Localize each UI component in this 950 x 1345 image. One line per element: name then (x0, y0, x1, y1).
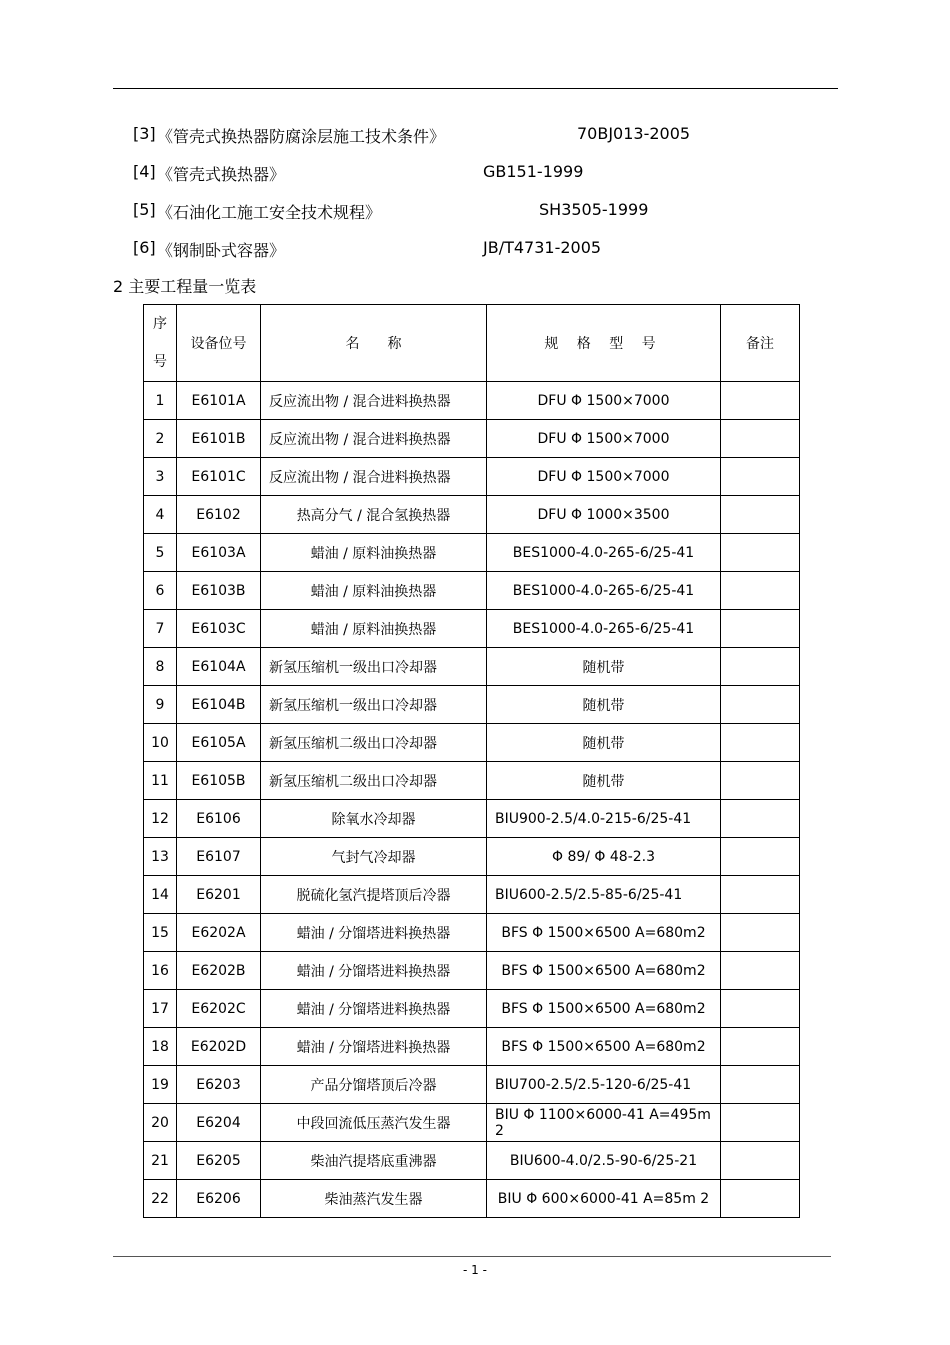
equipment-table (143, 304, 800, 1218)
equipment-spec: DFU Φ 1500×7000 (487, 458, 721, 496)
header-rule (113, 88, 838, 89)
reference-number: [4] (133, 162, 156, 181)
footer-rule (113, 1256, 831, 1257)
table-row (144, 1066, 800, 1104)
table-header-row (144, 305, 800, 382)
page-number: - 1 - (463, 1263, 487, 1277)
equipment-name: 蜡油 / 分馏塔进料换热器 (261, 914, 487, 952)
row-number: 6 (144, 572, 177, 610)
equipment-spec: DFU Φ 1500×7000 (487, 420, 721, 458)
header-name: 名 称 (261, 305, 487, 382)
equipment-name: 产品分馏塔顶后冷器 (261, 1066, 487, 1104)
equipment-spec: Φ 89/ Φ 48-2.3 (487, 838, 721, 876)
equipment-spec: BES1000-4.0-265-6/25-41 (487, 572, 721, 610)
table-row (144, 1104, 800, 1142)
row-number: 18 (144, 1028, 177, 1066)
equipment-name: 柴油蒸汽发生器 (261, 1180, 487, 1218)
equipment-tag: E6205 (177, 1142, 261, 1180)
equipment-remark (721, 1028, 800, 1066)
row-number: 22 (144, 1180, 177, 1218)
equipment-remark (721, 1104, 800, 1142)
equipment-name: 柴油汽提塔底重沸器 (261, 1142, 487, 1180)
equipment-tag: E6202C (177, 990, 261, 1028)
table-row (144, 572, 800, 610)
header-remark: 备注 (721, 305, 800, 382)
equipment-name: 蜡油 / 分馏塔进料换热器 (261, 952, 487, 990)
equipment-tag: E6107 (177, 838, 261, 876)
equipment-remark (721, 876, 800, 914)
header-spec: 规 格 型 号 (487, 305, 721, 382)
table-row (144, 1028, 800, 1066)
row-number: 9 (144, 686, 177, 724)
reference-title: 《钢制卧式容器》 (157, 241, 286, 260)
table-row (144, 534, 800, 572)
row-number: 10 (144, 724, 177, 762)
equipment-remark (721, 990, 800, 1028)
equipment-spec: BIU600-2.5/2.5-85-6/25-41 (487, 876, 721, 914)
equipment-spec: BFS Φ 1500×6500 A=680m2 (487, 990, 721, 1028)
equipment-tag: E6106 (177, 800, 261, 838)
equipment-remark (721, 382, 800, 420)
table-row (144, 838, 800, 876)
table-row (144, 648, 800, 686)
reference-title: 《石油化工施工安全技术规程》 (157, 203, 382, 222)
row-number: 14 (144, 876, 177, 914)
equipment-name: 中段回流低压蒸汽发生器 (261, 1104, 487, 1142)
equipment-tag: E6101A (177, 382, 261, 420)
equipment-name: 蜡油 / 原料油换热器 (261, 572, 487, 610)
table-row (144, 990, 800, 1028)
row-number: 13 (144, 838, 177, 876)
row-number: 5 (144, 534, 177, 572)
table-row (144, 1180, 800, 1218)
equipment-name: 蜡油 / 原料油换热器 (261, 534, 487, 572)
table-row (144, 762, 800, 800)
equipment-name: 蜡油 / 原料油换热器 (261, 610, 487, 648)
reference-code: SH3505-1999 (539, 200, 649, 219)
table-row (144, 914, 800, 952)
header-tag: 设备位号 (177, 305, 261, 382)
equipment-name: 新氢压缩机二级出口冷却器 (261, 724, 487, 762)
equipment-name: 反应流出物 / 混合进料换热器 (261, 420, 487, 458)
equipment-remark (721, 458, 800, 496)
equipment-tag: E6105B (177, 762, 261, 800)
section-heading: 2 主要工程量一览表 (113, 277, 257, 296)
equipment-spec: BFS Φ 1500×6500 A=680m2 (487, 1028, 721, 1066)
header-no: 序 号 (144, 305, 177, 382)
table-row (144, 724, 800, 762)
equipment-spec: BES1000-4.0-265-6/25-41 (487, 534, 721, 572)
equipment-tag: E6103B (177, 572, 261, 610)
equipment-spec: BIU700-2.5/2.5-120-6/25-41 (487, 1066, 721, 1104)
row-number: 2 (144, 420, 177, 458)
equipment-tag: E6104B (177, 686, 261, 724)
equipment-spec: DFU Φ 1000×3500 (487, 496, 721, 534)
equipment-spec: 随机带 (487, 724, 721, 762)
equipment-remark (721, 572, 800, 610)
equipment-remark (721, 724, 800, 762)
table-row (144, 458, 800, 496)
equipment-name: 气封气冷却器 (261, 838, 487, 876)
equipment-tag: E6103C (177, 610, 261, 648)
equipment-tag: E6202D (177, 1028, 261, 1066)
table-row (144, 1142, 800, 1180)
equipment-remark (721, 686, 800, 724)
equipment-remark (721, 534, 800, 572)
row-number: 15 (144, 914, 177, 952)
table-row (144, 952, 800, 990)
reference-number: [6] (133, 238, 156, 257)
row-number: 3 (144, 458, 177, 496)
row-number: 16 (144, 952, 177, 990)
table-row (144, 382, 800, 420)
row-number: 21 (144, 1142, 177, 1180)
equipment-spec: 随机带 (487, 648, 721, 686)
reference-code: JB/T4731-2005 (483, 238, 602, 257)
equipment-tag: E6204 (177, 1104, 261, 1142)
equipment-tag: E6203 (177, 1066, 261, 1104)
table-row (144, 876, 800, 914)
table-row (144, 420, 800, 458)
equipment-remark (721, 1180, 800, 1218)
equipment-tag: E6201 (177, 876, 261, 914)
equipment-tag: E6105A (177, 724, 261, 762)
equipment-tag: E6206 (177, 1180, 261, 1218)
equipment-remark (721, 1066, 800, 1104)
reference-code: 70BJ013-2005 (577, 124, 691, 143)
equipment-remark (721, 762, 800, 800)
row-number: 8 (144, 648, 177, 686)
equipment-tag: E6202B (177, 952, 261, 990)
row-number: 4 (144, 496, 177, 534)
table-row (144, 800, 800, 838)
equipment-spec: DFU Φ 1500×7000 (487, 382, 721, 420)
equipment-spec: BFS Φ 1500×6500 A=680m2 (487, 914, 721, 952)
row-number: 20 (144, 1104, 177, 1142)
equipment-tag: E6104A (177, 648, 261, 686)
equipment-tag: E6103A (177, 534, 261, 572)
equipment-tag: E6102 (177, 496, 261, 534)
equipment-name: 新氢压缩机一级出口冷却器 (261, 686, 487, 724)
equipment-remark (721, 914, 800, 952)
equipment-tag: E6101B (177, 420, 261, 458)
equipment-tag: E6202A (177, 914, 261, 952)
table-row (144, 610, 800, 648)
equipment-remark (721, 420, 800, 458)
equipment-remark (721, 838, 800, 876)
equipment-remark (721, 648, 800, 686)
equipment-remark (721, 800, 800, 838)
row-number: 19 (144, 1066, 177, 1104)
reference-code: GB151-1999 (483, 162, 584, 181)
equipment-name: 蜡油 / 分馏塔进料换热器 (261, 1028, 487, 1066)
equipment-remark (721, 610, 800, 648)
row-number: 17 (144, 990, 177, 1028)
equipment-tag: E6101C (177, 458, 261, 496)
equipment-spec: BIU Φ 600×6000-41 A=85m 2 (487, 1180, 721, 1218)
equipment-spec: 随机带 (487, 762, 721, 800)
equipment-name: 反应流出物 / 混合进料换热器 (261, 382, 487, 420)
table-row (144, 496, 800, 534)
equipment-name: 除氧水冷却器 (261, 800, 487, 838)
equipment-name: 新氢压缩机二级出口冷却器 (261, 762, 487, 800)
equipment-spec: BIU900-2.5/4.0-215-6/25-41 (487, 800, 721, 838)
equipment-spec: 随机带 (487, 686, 721, 724)
equipment-spec: BIU600-4.0/2.5-90-6/25-21 (487, 1142, 721, 1180)
equipment-spec: BES1000-4.0-265-6/25-41 (487, 610, 721, 648)
reference-number: [5] (133, 200, 156, 219)
equipment-remark (721, 1142, 800, 1180)
equipment-remark (721, 496, 800, 534)
equipment-name: 脱硫化氢汽提塔顶后冷器 (261, 876, 487, 914)
row-number: 11 (144, 762, 177, 800)
equipment-name: 反应流出物 / 混合进料换热器 (261, 458, 487, 496)
equipment-spec: BFS Φ 1500×6500 A=680m2 (487, 952, 721, 990)
equipment-name: 蜡油 / 分馏塔进料换热器 (261, 990, 487, 1028)
row-number: 12 (144, 800, 177, 838)
reference-number: [3] (133, 124, 156, 143)
table-row (144, 686, 800, 724)
equipment-remark (721, 952, 800, 990)
row-number: 1 (144, 382, 177, 420)
equipment-name: 新氢压缩机一级出口冷却器 (261, 648, 487, 686)
reference-title: 《管壳式换热器》 (157, 165, 286, 184)
equipment-spec: BIU Φ 1100×6000-41 A=495m 2 (487, 1104, 721, 1142)
row-number: 7 (144, 610, 177, 648)
reference-title: 《管壳式换热器防腐涂层施工技术条件》 (157, 127, 446, 146)
equipment-name: 热高分气 / 混合氢换热器 (261, 496, 487, 534)
